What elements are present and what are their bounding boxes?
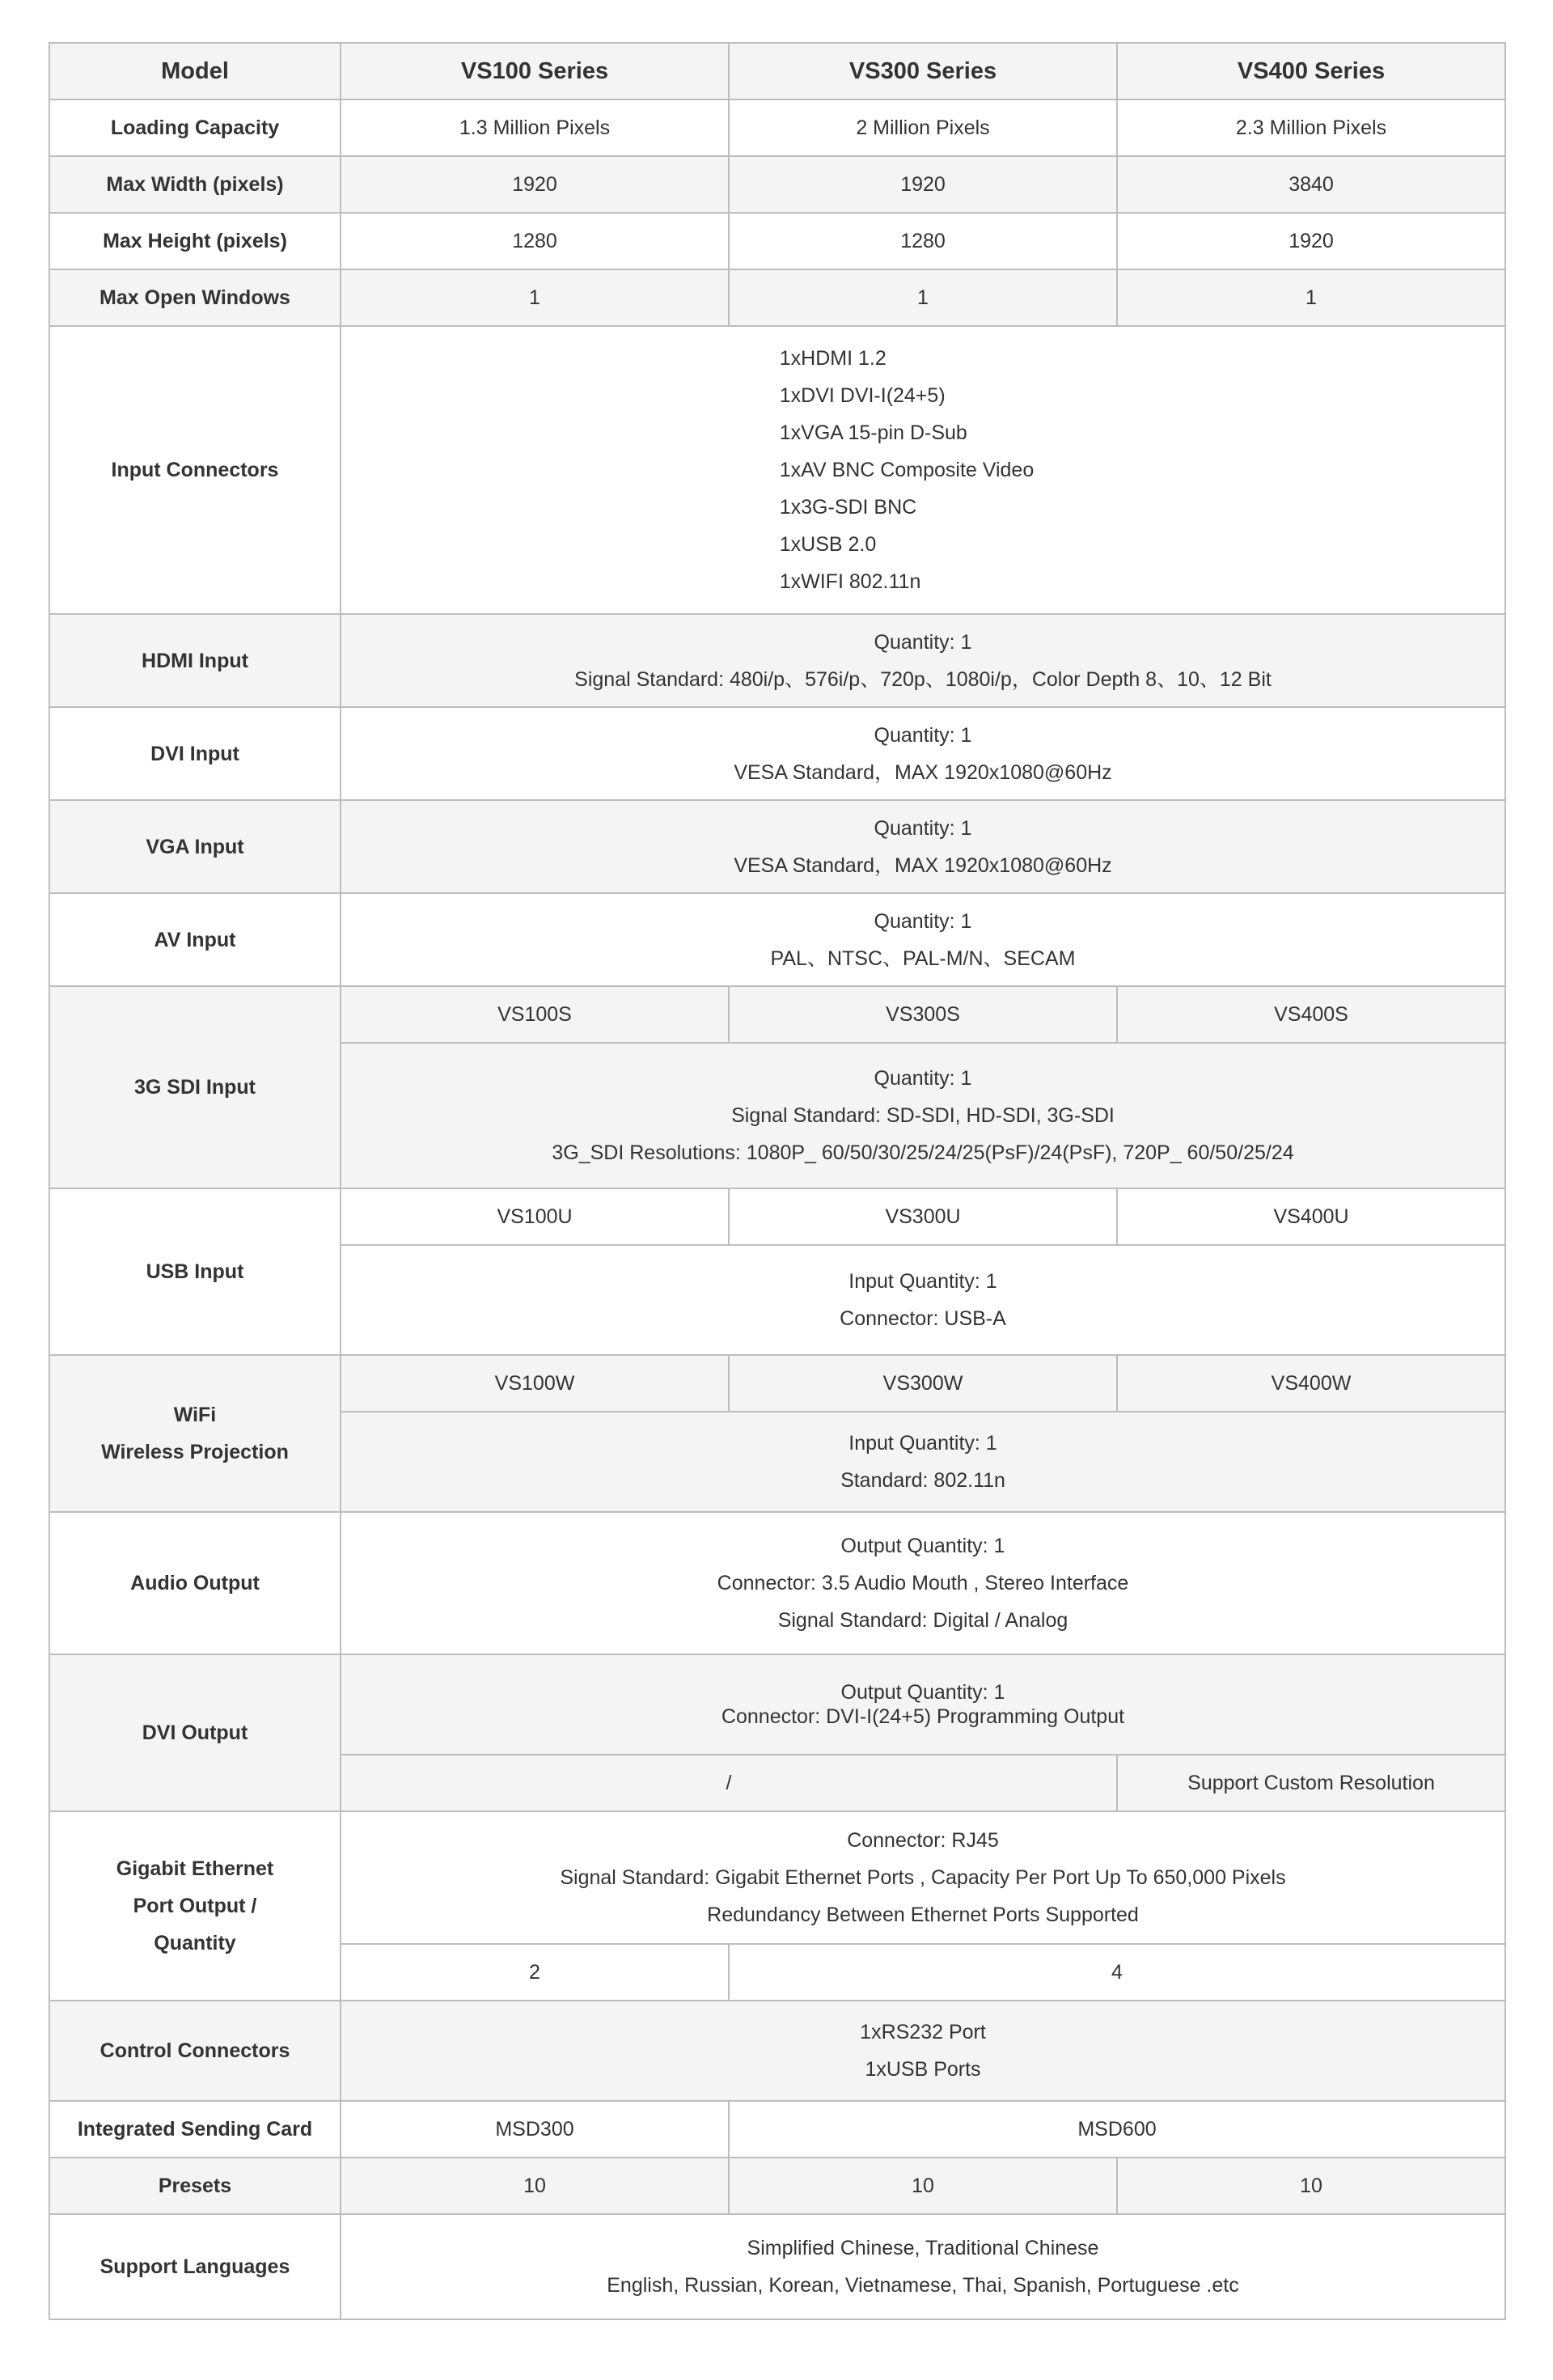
header-model: Model xyxy=(49,43,341,100)
cell-line: Input Quantity: 1 xyxy=(848,1270,997,1293)
model-cell: VS100W xyxy=(341,1355,729,1412)
model-cell: VS400S xyxy=(1117,986,1505,1043)
cell-line: Quantity: 1 xyxy=(874,816,972,840)
cell-line: Output Quantity: 1 xyxy=(840,1681,1005,1704)
table-row xyxy=(49,100,1505,156)
header-series: VS400 Series xyxy=(1117,43,1505,100)
spec-table xyxy=(49,42,1506,2320)
cell: MSD300 xyxy=(341,2101,729,2158)
cell-line: Quantity: 1 xyxy=(874,630,972,654)
cell xyxy=(341,1811,1505,1944)
header-series: VS300 Series xyxy=(729,43,1117,100)
cell: / xyxy=(341,1755,1117,1811)
row-label: Control Connectors xyxy=(49,2001,341,2101)
cell-line: Standard: 802.11n xyxy=(840,1469,1005,1492)
row-label: Loading Capacity xyxy=(49,100,341,156)
cell xyxy=(341,614,1505,707)
cell-line: Connector: RJ45 xyxy=(847,1829,999,1852)
cell: 3840 xyxy=(1117,156,1505,213)
cell xyxy=(341,326,1505,614)
cell-line: 3G_SDI Resolutions: 1080P_ 60/50/30/25/24/25(PsF)/24(PsF), 720P_ 60/50/25/24 xyxy=(552,1141,1294,1164)
cell-line: VESA Standard，MAX 1920x1080@60Hz xyxy=(734,760,1112,784)
row-label: Max Width (pixels) xyxy=(49,156,341,213)
table-row xyxy=(49,1811,1505,1944)
row-label-line: Quantity xyxy=(154,1932,236,1954)
cell xyxy=(341,893,1505,986)
cell: 1280 xyxy=(341,213,729,269)
cell-line: 1xAV BNC Composite Video xyxy=(779,459,1035,481)
cell-line: 1xHDMI 1.2 xyxy=(779,347,887,370)
header-row xyxy=(49,43,1505,100)
cell: 1 xyxy=(341,269,729,326)
row-label: DVI Output xyxy=(49,1654,341,1811)
row-label: Max Height (pixels) xyxy=(49,213,341,269)
cell-line: Signal Standard: SD-SDI, HD-SDI, 3G-SDI xyxy=(731,1104,1115,1127)
cell-line: Signal Standard: 480i/p、576i/p、720p、1080i/p，Color Depth 8、10、12 Bit xyxy=(574,667,1272,691)
table-row xyxy=(49,1654,1505,1755)
row-label xyxy=(49,1355,341,1512)
cell-line: 1xUSB 2.0 xyxy=(779,533,877,556)
cell-line: Connector: 3.5 Audio Mouth , Stereo Interface xyxy=(717,1572,1129,1594)
model-cell: VS300W xyxy=(729,1355,1117,1412)
table-row xyxy=(49,1355,1505,1412)
row-label: DVI Input xyxy=(49,707,341,800)
row-label: VGA Input xyxy=(49,800,341,893)
cell: 2 xyxy=(341,1944,729,2001)
row-label: Support Languages xyxy=(49,2214,341,2319)
table-row xyxy=(49,2001,1505,2101)
row-label-line: Gigabit Ethernet xyxy=(116,1857,274,1880)
table-row xyxy=(49,269,1505,326)
cell xyxy=(341,1412,1505,1512)
cell xyxy=(341,2001,1505,2101)
cell: MSD600 xyxy=(729,2101,1505,2158)
row-label-line: WiFi xyxy=(173,1404,217,1426)
cell: 10 xyxy=(729,2158,1117,2214)
table-row xyxy=(49,326,1505,614)
table-row xyxy=(49,2158,1505,2214)
row-label xyxy=(49,1811,341,2001)
cell: Support Custom Resolution xyxy=(1117,1755,1505,1811)
cell-line: Input Quantity: 1 xyxy=(848,1432,997,1455)
cell xyxy=(341,800,1505,893)
table-row xyxy=(49,614,1505,707)
cell-line: Connector: DVI-I(24+5) Programming Output xyxy=(721,1705,1125,1728)
cell-line: 1xVGA 15-pin D-Sub xyxy=(779,421,967,444)
cell: 1920 xyxy=(1117,213,1505,269)
table-row xyxy=(49,156,1505,213)
cell-line: Redundancy Between Ethernet Ports Supported xyxy=(707,1904,1139,1926)
cell: 1280 xyxy=(729,213,1117,269)
table-row xyxy=(49,800,1505,893)
cell xyxy=(341,1654,1505,1755)
model-cell: VS300S xyxy=(729,986,1117,1043)
row-label: 3G SDI Input xyxy=(49,986,341,1188)
row-label: USB Input xyxy=(49,1188,341,1355)
table-row xyxy=(49,893,1505,986)
cell: 4 xyxy=(729,1944,1505,2001)
row-label: Max Open Windows xyxy=(49,269,341,326)
model-cell: VS400W xyxy=(1117,1355,1505,1412)
cell: 1 xyxy=(729,269,1117,326)
cell-line: 1xDVI DVI-I(24+5) xyxy=(779,384,946,407)
model-cell: VS300U xyxy=(729,1188,1117,1245)
row-label: Input Connectors xyxy=(49,326,341,614)
row-label: HDMI Input xyxy=(49,614,341,707)
cell: 1920 xyxy=(341,156,729,213)
row-label: Audio Output xyxy=(49,1512,341,1654)
cell-line: Signal Standard: Gigabit Ethernet Ports , Capacity Per Port Up To 650,000 Pixels xyxy=(560,1866,1286,1889)
row-label-line: Port Output / xyxy=(133,1895,257,1917)
cell-line: 1xWIFI 802.11n xyxy=(779,570,921,593)
model-cell: VS400U xyxy=(1117,1188,1505,1245)
row-label: AV Input xyxy=(49,893,341,986)
cell: 1.3 Million Pixels xyxy=(341,100,729,156)
table-row xyxy=(49,213,1505,269)
cell xyxy=(341,2214,1505,2319)
cell-line: Quantity: 1 xyxy=(874,723,972,747)
table-row xyxy=(49,1188,1505,1245)
cell-line: 1xUSB Ports xyxy=(865,2058,981,2081)
cell: 2.3 Million Pixels xyxy=(1117,100,1505,156)
cell xyxy=(341,1245,1505,1355)
model-cell: VS100U xyxy=(341,1188,729,1245)
cell-line: Simplified Chinese, Traditional Chinese xyxy=(747,2237,1099,2259)
cell-line: PAL、NTSC、PAL-M/N、SECAM xyxy=(770,946,1076,970)
cell: 10 xyxy=(1117,2158,1505,2214)
cell-line: Signal Standard: Digital / Analog xyxy=(777,1609,1068,1632)
row-label: Presets xyxy=(49,2158,341,2214)
cell-line: Quantity: 1 xyxy=(874,909,972,933)
cell: 1 xyxy=(1117,269,1505,326)
table-row xyxy=(49,2101,1505,2158)
row-label: Integrated Sending Card xyxy=(49,2101,341,2158)
cell xyxy=(341,1043,1505,1188)
cell-line: VESA Standard，MAX 1920x1080@60Hz xyxy=(734,853,1112,877)
cell: 2 Million Pixels xyxy=(729,100,1117,156)
cell-line: English, Russian, Korean, Vietnamese, Thai, Spanish, Portuguese .etc xyxy=(607,2274,1239,2297)
cell: 10 xyxy=(341,2158,729,2214)
model-cell: VS100S xyxy=(341,986,729,1043)
row-label-line: Wireless Projection xyxy=(101,1441,289,1463)
table-row xyxy=(49,2214,1505,2319)
cell xyxy=(341,1512,1505,1654)
cell-line: Quantity: 1 xyxy=(874,1067,972,1090)
table-row xyxy=(49,707,1505,800)
header-series: VS100 Series xyxy=(341,43,729,100)
cell-line: 1xRS232 Port xyxy=(860,2021,986,2043)
cell-line: Output Quantity: 1 xyxy=(840,1535,1005,1557)
cell-line: 1x3G-SDI BNC xyxy=(779,496,917,519)
cell-line: Connector: USB-A xyxy=(840,1307,1006,1330)
table-row xyxy=(49,986,1505,1043)
table-row xyxy=(49,1512,1505,1654)
cell xyxy=(341,707,1505,800)
cell: 1920 xyxy=(729,156,1117,213)
